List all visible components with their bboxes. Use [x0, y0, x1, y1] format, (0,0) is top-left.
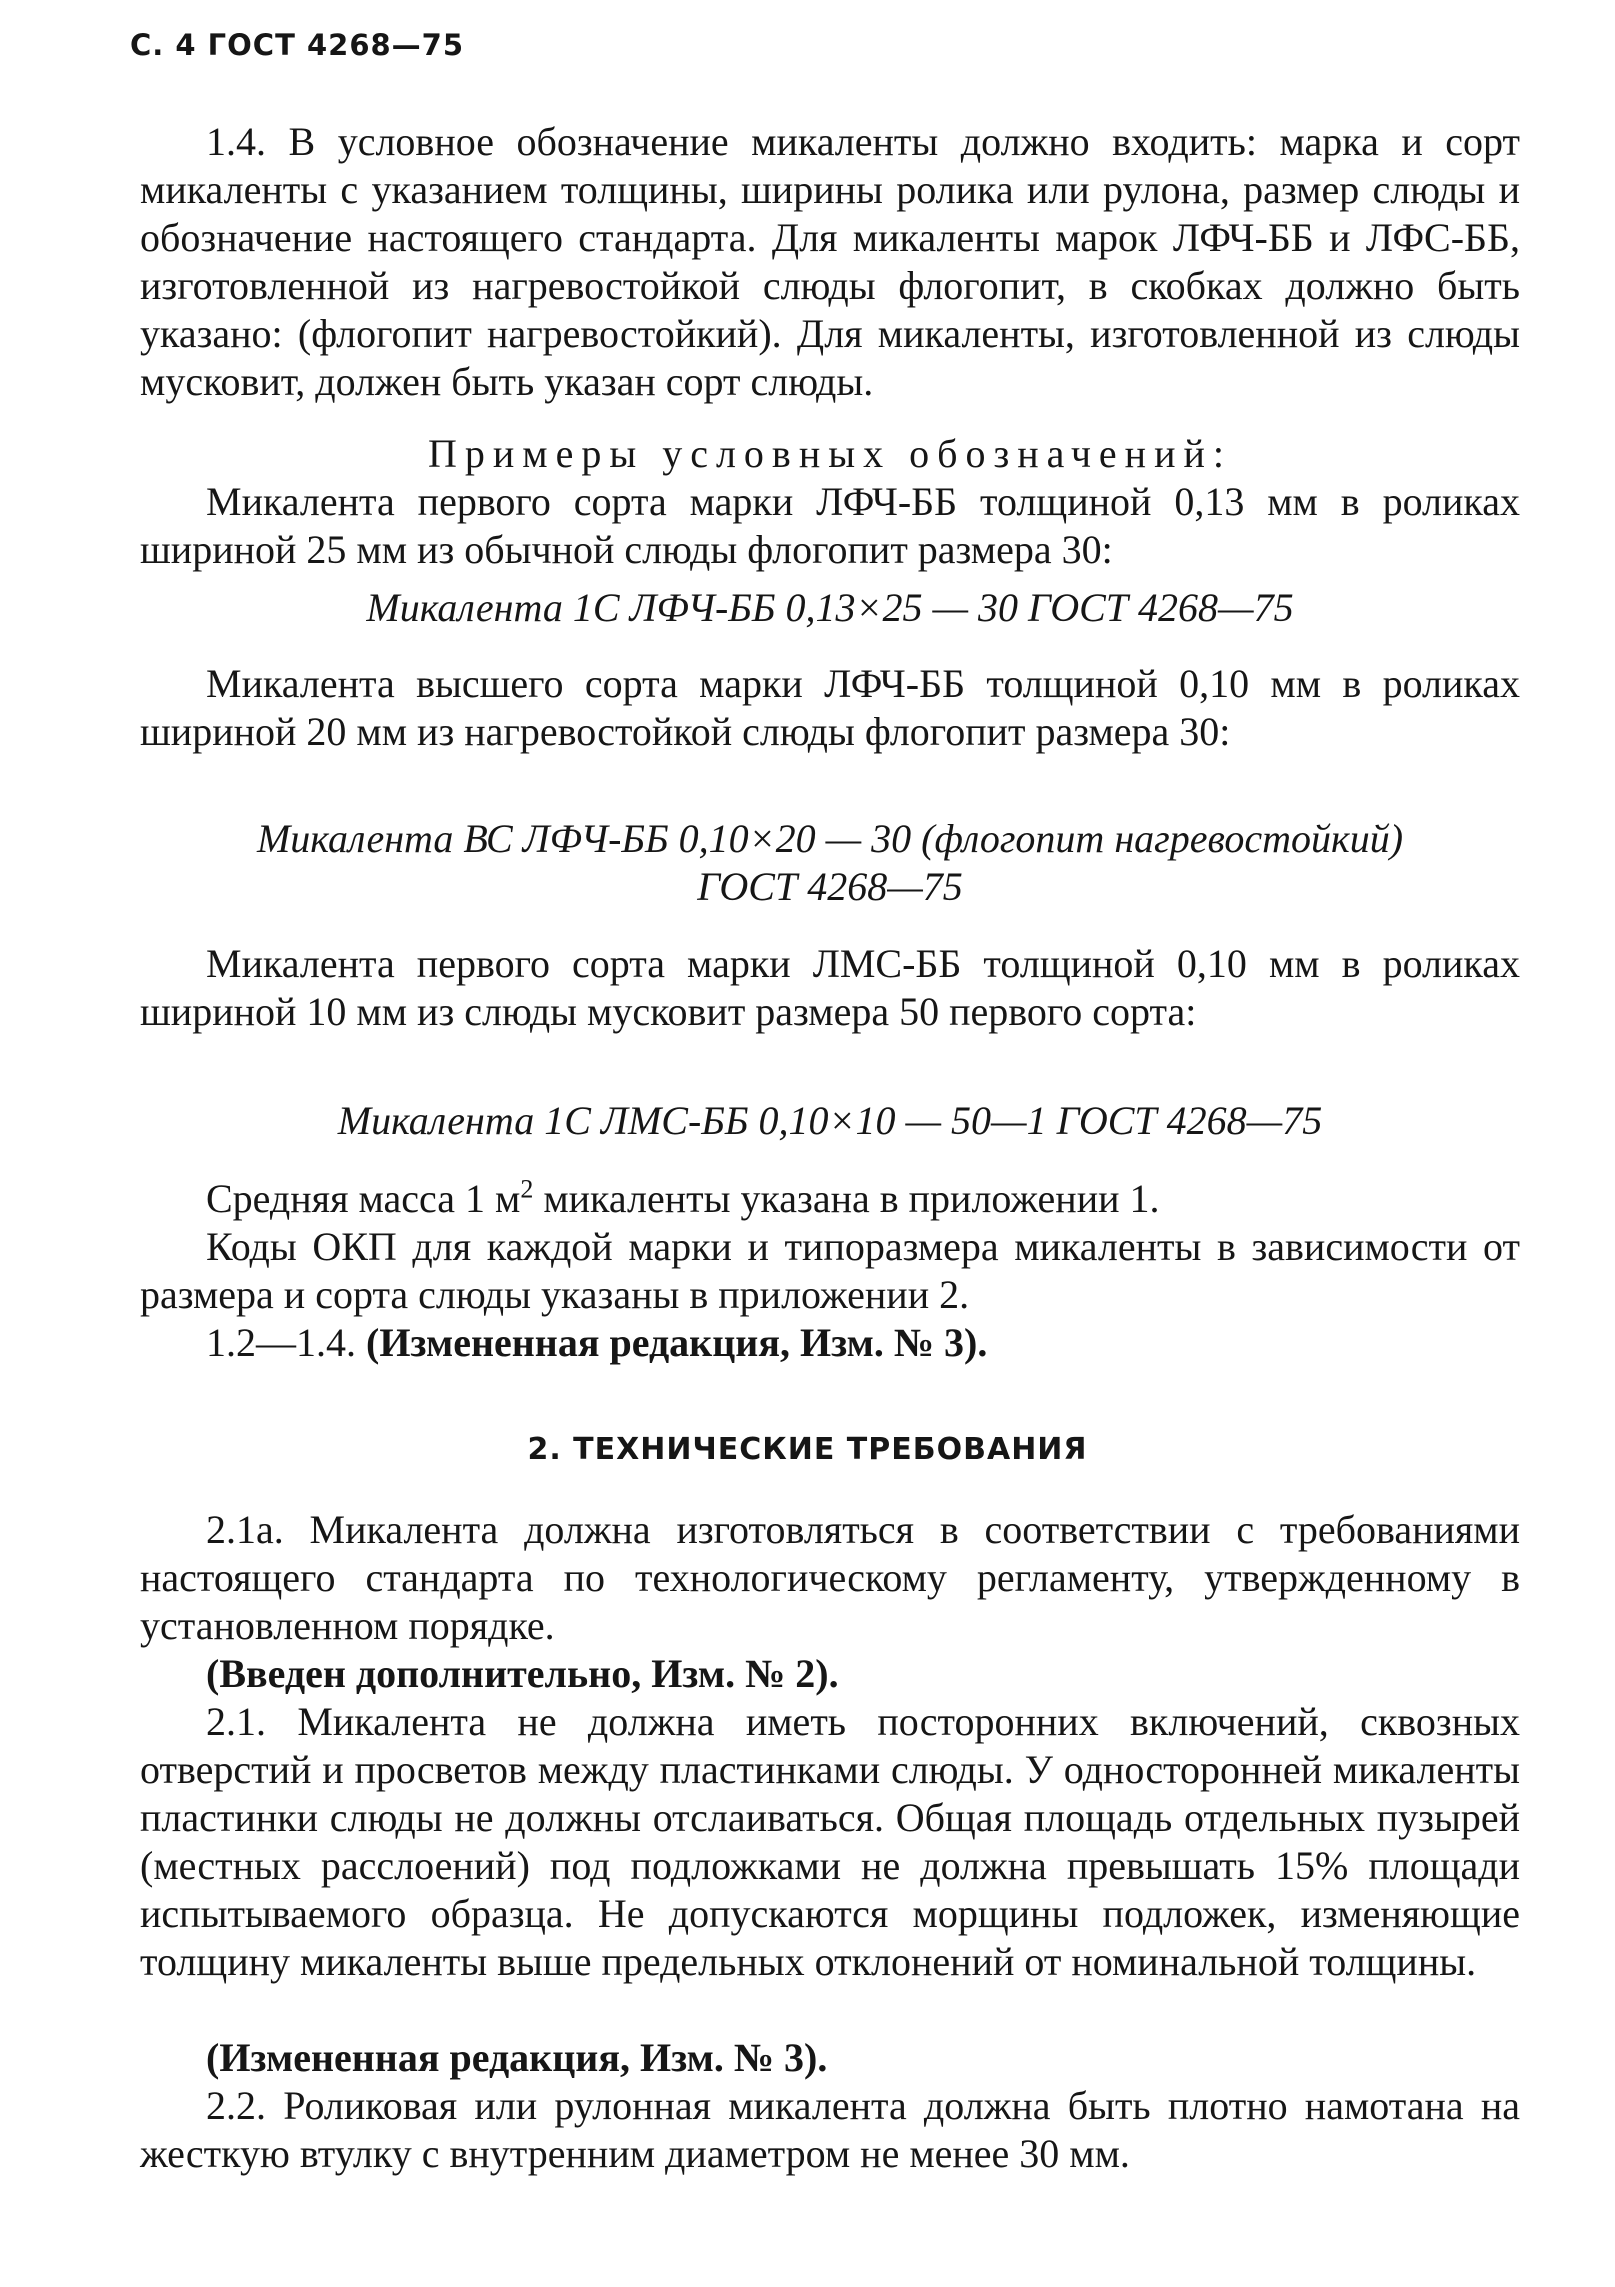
amendment-note-1 — [140, 1319, 1520, 1367]
clause-2-1a-note: (Введен дополнительно, Изм. № 2). — [206, 1651, 839, 1696]
example-2-designation-line-1: Микалента ВС ЛФЧ-ББ 0,10×20 — 30 (флогопит нагревостойкий) — [256, 816, 1404, 861]
clause-2-1a-paragraph: 2.1а. Микалента должна изготовляться в соответствии с требованиями настоящего стандарта по технологическому регламенту, утвержденному в установленном порядке. — [140, 1507, 1520, 1648]
clause-1-4-paragraph: 1.4. В условное обозначение микаленты должно входить: марка и сорт микаленты с указанием толщины, ширины ролика или рулона, размер слюды и обозначение настоящего стандарта. Для микаленты марок ЛФЧ-ББ и ЛФС-ББ, изготовленной из нагревостойкой слюды флогопит, в скобках должно быть указано: (флогопит нагревостойкий). Для микаленты, изготовленной из слюды мусковит, должен быть указан сорт слюды. — [140, 119, 1520, 404]
section-2-title: 2. ТЕХНИЧЕСКИЕ ТРЕБОВАНИЯ — [527, 1432, 1088, 1467]
average-mass-line — [140, 1175, 1520, 1223]
examples-heading: Примеры условных обозначений: — [427, 431, 1233, 476]
clause-2-1-note: (Измененная редакция, Изм. № 3). — [206, 2035, 828, 2080]
square-superscript: 2 — [520, 1174, 534, 1204]
example-3-designation: Микалента 1С ЛМС-ББ 0,10×10 — 50—1 ГОСТ 4268—75 — [337, 1098, 1323, 1143]
example-2-designation-line-2: ГОСТ 4268—75 — [697, 864, 963, 909]
example-1-text: Микалента первого сорта марки ЛФЧ-ББ толщиной 0,13 мм в роликах шириной 25 мм из обычной слюды флогопит размера 30: — [140, 479, 1520, 572]
example-2-text: Микалента высшего сорта марки ЛФЧ-ББ толщиной 0,10 мм в роликах шириной 20 мм из нагревостойкой слюды флогопит размера 30: — [140, 661, 1520, 754]
amendment-clauses: 1.2—1.4. — [206, 1320, 366, 1365]
clause-2-1-paragraph: 2.1. Микалента не должна иметь посторонних включений, сквозных отверстий и просветов между пластинками слюды. У односторонней микаленты пластинки слюды не должны отслаиваться. Общая площадь отдельных пузырей (местных расслоений) под подложками не должна превышать 15% площади испытываемого образца. Не допускаются морщины подложек, изменяющие толщину микаленты выше предельных отклонений от номинальной толщины. — [140, 1699, 1520, 1984]
running-header: С. 4 ГОСТ 4268—75 — [130, 28, 465, 62]
amendment-text: (Измененная редакция, Изм. № 3). — [366, 1320, 988, 1365]
average-mass-text: Средняя масса 1 м — [206, 1176, 521, 1221]
example-1-designation: Микалента 1С ЛФЧ-ББ 0,13×25 — 30 ГОСТ 4268—75 — [366, 585, 1294, 630]
clause-2-2-paragraph: 2.2. Роликовая или рулонная микалента должна быть плотно намотана на жесткую втулку с внутренним диаметром не менее 30 мм. — [140, 2083, 1520, 2176]
average-mass-text-end: микаленты указана в приложении 1. — [533, 1176, 1160, 1221]
example-3-text: Микалента первого сорта марки ЛМС-ББ толщиной 0,10 мм в роликах шириной 10 мм из слюды мусковит размера 50 первого сорта: — [140, 941, 1520, 1034]
okp-codes-paragraph: Коды ОКП для каждой марки и типоразмера микаленты в зависимости от размера и сорта слюды указаны в приложении 2. — [140, 1224, 1520, 1317]
